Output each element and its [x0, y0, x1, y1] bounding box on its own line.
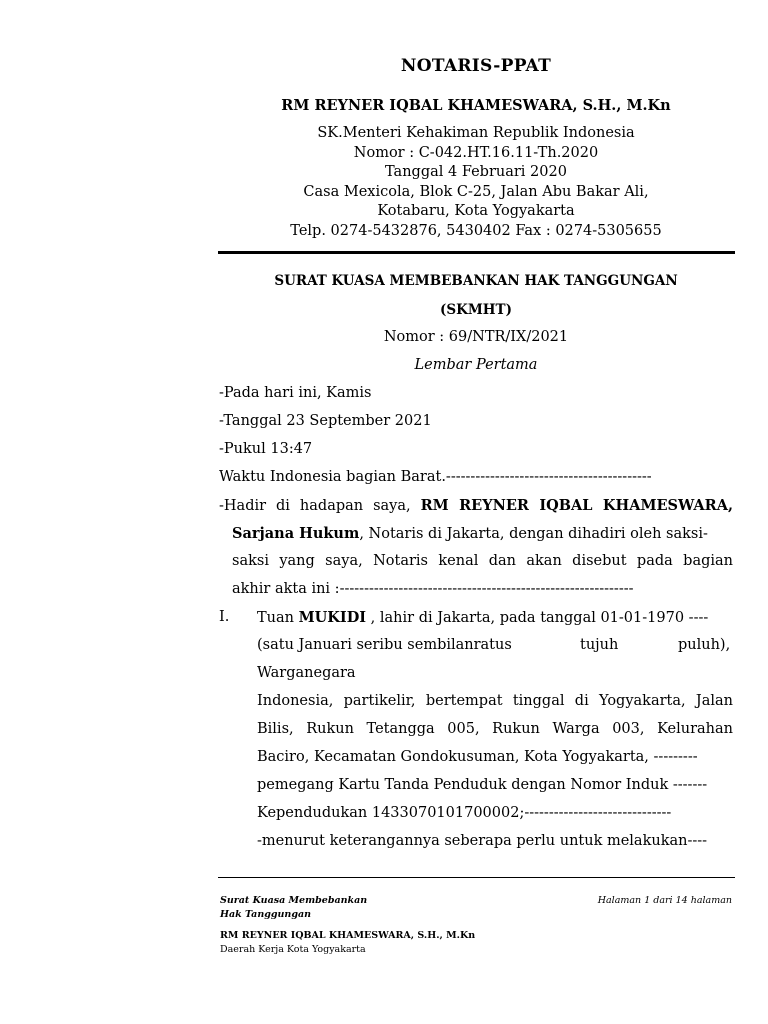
body-degree-line [232, 525, 733, 542]
item-line-2c: puluh), [678, 637, 731, 653]
body-present-line [219, 497, 733, 514]
body-date: -Tanggal 23 September 2021 [219, 413, 432, 429]
footer-page-number: Halaman 1 dari 14 halaman [597, 895, 732, 906]
item-marker: I. [219, 609, 230, 625]
body-day: -Pada hari ini, Kamis [219, 385, 372, 401]
body-time: -Pukul 13:47 [219, 441, 313, 457]
item-line-2a: (satu Januari seribu sembilanratus [257, 637, 512, 653]
footer-divider [218, 877, 735, 878]
document-title: SURAT KUASA MEMBEBANKAN HAK TANGGUNGAN [274, 273, 678, 289]
item-pre: Tuan [257, 610, 294, 626]
body-end-line: akhir akta ini :------------------------------------------------------------ [232, 581, 634, 597]
document-sheet: Lembar Pertama [414, 357, 538, 373]
item-name: MUKIDI [298, 609, 367, 626]
header-line-number: Nomor : C-042.HT.16.11-Th.2020 [353, 145, 599, 161]
header-line-decree: SK.Menteri Kehakiman Republik Indonesia [317, 125, 635, 141]
office-title: NOTARIS-PPAT [400, 56, 552, 76]
header-divider [218, 251, 735, 254]
body-witness-line: saksi yang saya, Notaris kenal dan akan disebut pada bagian [232, 553, 733, 569]
item-line-6: Baciro, Kecamatan Gondokusuman, Kota Yogyakarta, --------- [257, 749, 698, 765]
item-line-4: Indonesia, partikelir, bertempat tinggal di Yogyakarta, Jalan [257, 693, 733, 709]
item-line-7: pemegang Kartu Tanda Penduduk dengan Nomor Induk ------- [257, 777, 708, 793]
document-abbr: (SKMHT) [439, 302, 512, 318]
present-name: RM REYNER IQBAL KHAMESWARA, [420, 497, 733, 514]
present-prefix: -Hadir di hadapan saya, [219, 498, 411, 514]
item-line-8: Kependudukan 1433070101700002;------------------------------ [257, 805, 672, 821]
item-line-5: Bilis, Rukun Tetangga 005, Rukun Warga 003, Kelurahan [257, 721, 733, 737]
notary-name: RM REYNER IQBAL KHAMESWARA, S.H., M.Kn [281, 97, 671, 114]
footer-doc-line-2: Hak Tanggungan [220, 909, 312, 920]
footer-notary-name: RM REYNER IQBAL KHAMESWARA, S.H., M.Kn [220, 930, 476, 941]
item-rest: , lahir di Jakarta, pada tanggal 01-01-1970 ---- [366, 610, 709, 626]
document-number: Nomor : 69/NTR/IX/2021 [383, 329, 569, 345]
header-line-address: Casa Mexicola, Blok C-25, Jalan Abu Bakar Ali, [303, 184, 649, 200]
body-timezone: Waktu Indonesia bagian Barat.------------------------------------------ [219, 469, 652, 485]
item-line-3: Warganegara [257, 665, 356, 681]
header-line-date: Tanggal 4 Februari 2020 [385, 164, 567, 180]
item-line-1 [257, 609, 733, 626]
present-rest: , Notaris di Jakarta, dengan dihadiri oleh saksi- [359, 526, 708, 542]
header-line-phone: Telp. 0274-5432876, 5430402 Fax : 0274-5305655 [290, 223, 662, 239]
footer-work-area: Daerah Kerja Kota Yogyakarta [220, 944, 366, 955]
degree: Sarjana Hukum [232, 525, 360, 542]
header-line-city: Kotabaru, Kota Yogyakarta [377, 203, 575, 219]
item-line-2b: tujuh [580, 637, 619, 653]
item-line-9: -menurut keterangannya seberapa perlu untuk melakukan---- [257, 833, 708, 849]
footer-doc-line-1: Surat Kuasa Membebankan [220, 895, 368, 906]
